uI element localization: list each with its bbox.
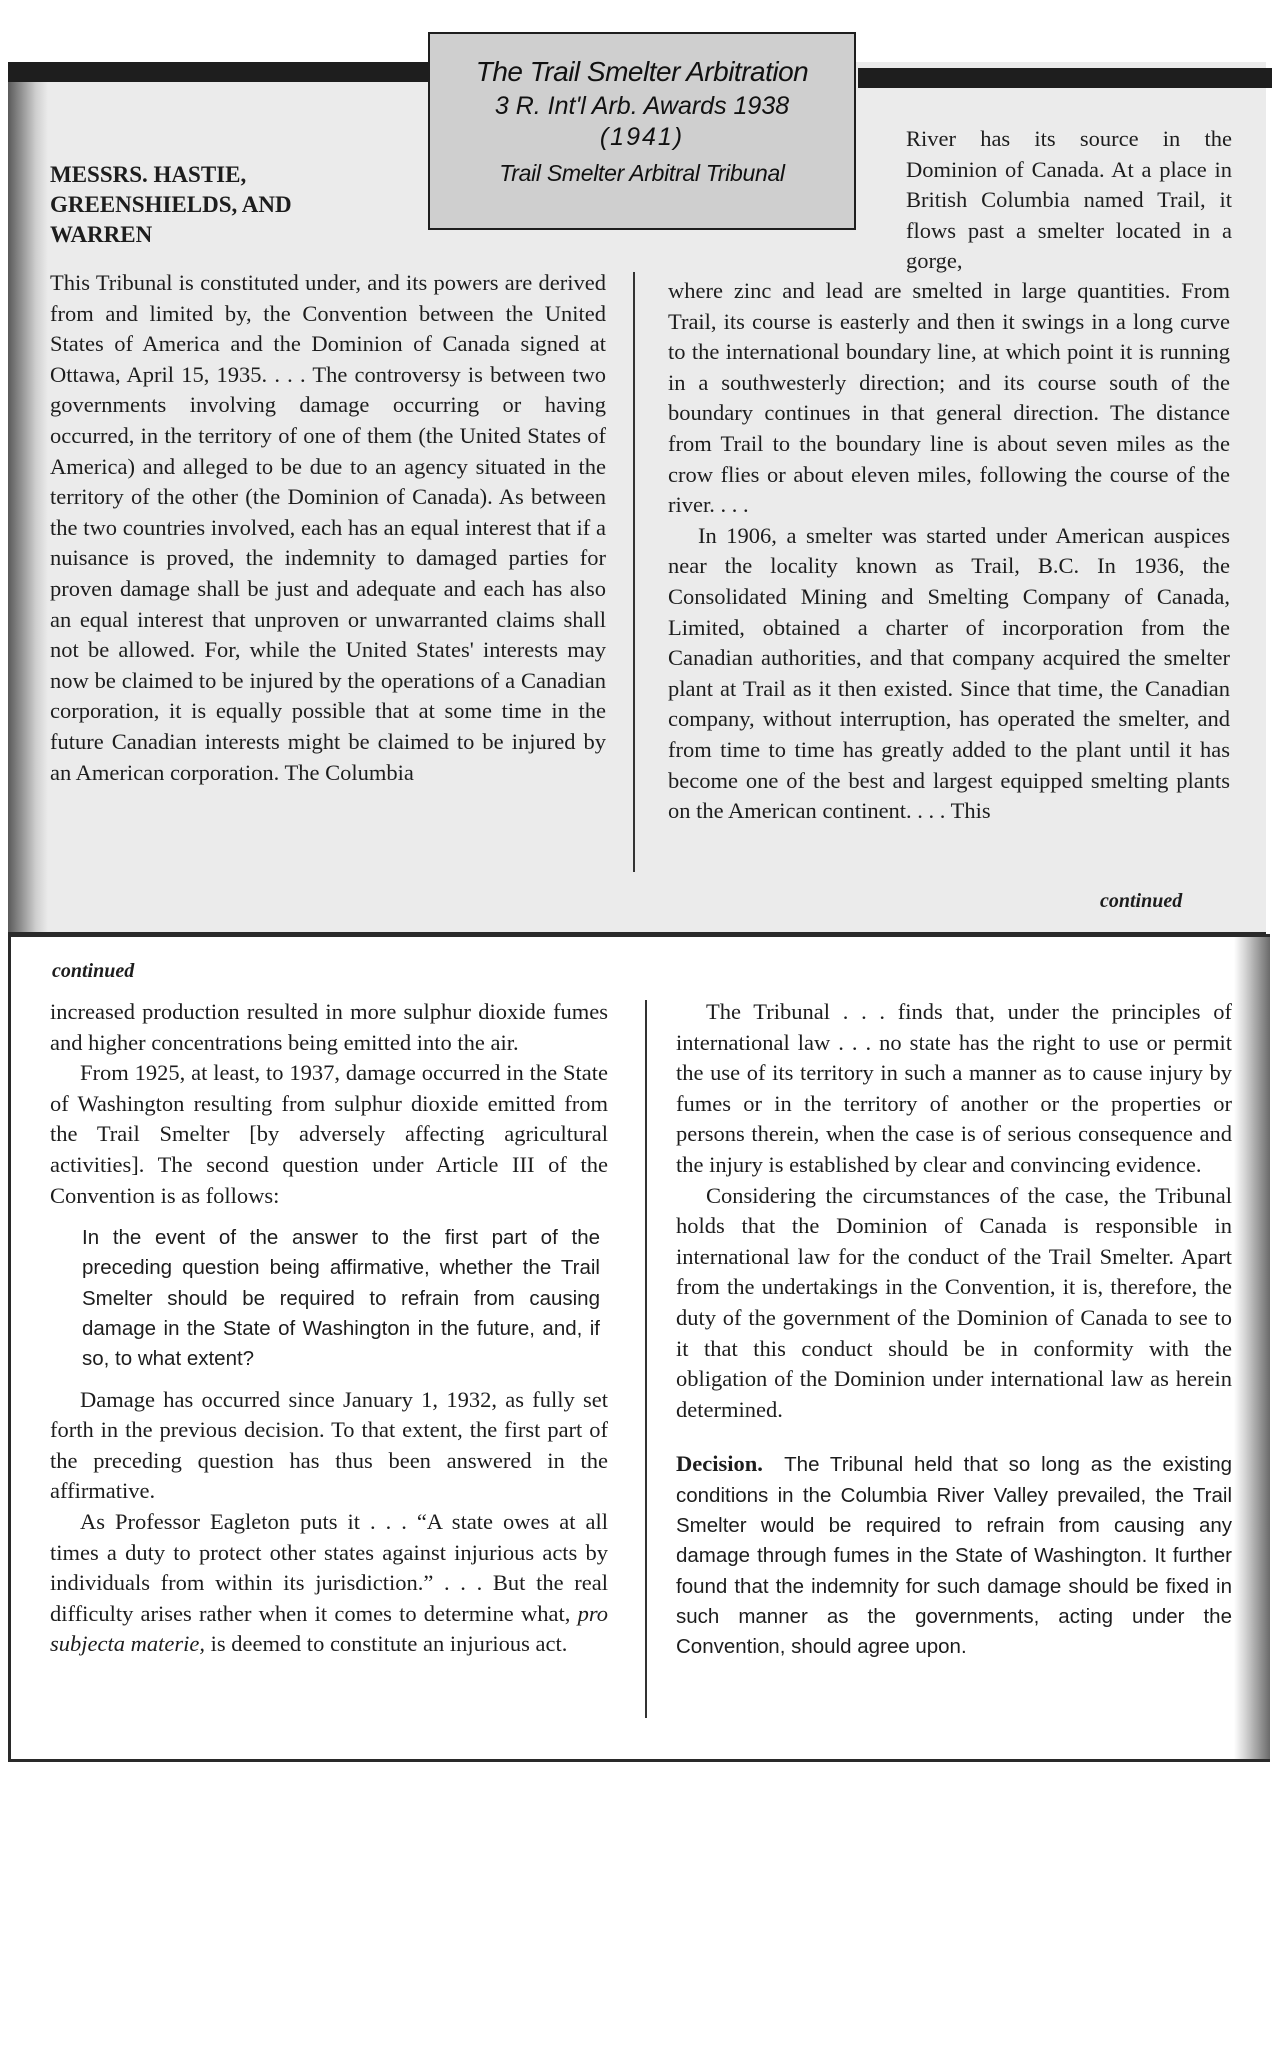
top-rule-right xyxy=(858,68,1272,88)
spacer xyxy=(676,1425,1232,1449)
top-rule-left xyxy=(8,62,433,82)
paragraph: where zinc and lead are smelted in large quantities. From Trail, its course is easterly and then it swings in a long curve to the international boundary line, at which point it is running in a southwesterly direction; and its course south of the boundary continues in that general direction. The distance from Trail to the boundary line is about seven miles as the crow flies or about eleven miles, following the course of the river. . . . xyxy=(668,278,1230,518)
column-2-head xyxy=(906,124,1232,277)
paragraph: Damage has occurred since January 1, 1932, as fully set forth in the previous decision. To that extent, the first part of the preceding question has thus been answered in the affirmative. xyxy=(50,1386,608,1504)
page-gutter-shadow xyxy=(1234,937,1270,1759)
paragraph: From 1925, at least, to 1937, damage occurred in the State of Washington resulting from sulphur dioxide emitted from the Trail Smelter [by adversely affecting agricultural activities]. The second question under Article III of the Convention is as follows: xyxy=(50,1060,608,1208)
case-citation: 3 R. Int'l Arb. Awards 1938 xyxy=(494,92,790,120)
paragraph: Considering the circumstances of the case, the Tribunal holds that the Dominion of Canada is responsible in international law for the conduct of the Trail Smelter. Apart from the undertakings in the Convention, it is, therefore, the duty of the government of the Dominion of Canada to see to it that this conduct should be in conformity with the obligation of the Dominion under international law as herein determined. xyxy=(676,1182,1232,1422)
paragraph xyxy=(50,1507,608,1660)
paragraph: increased production resulted in more sulphur dioxide fumes and higher concentrations being emitted into the air. xyxy=(50,999,608,1055)
latin-phrase: pro subjecta materie, xyxy=(50,1600,608,1657)
column-3 xyxy=(50,997,608,1660)
case-year: (1941) xyxy=(599,123,685,151)
decision-paragraph xyxy=(676,1449,1232,1662)
continued-label: continued xyxy=(1100,890,1183,912)
column-divider xyxy=(645,1000,647,1718)
column-2 xyxy=(668,276,1230,827)
paragraph: River has its source in the Dominion of Canada. At a place in British Columbia named Trail, it flows past a smelter located in a gorge, xyxy=(906,126,1232,274)
paragraph: In 1906, a smelter was started under American auspices near the locality known as Trail, B.C. In 1936, the Consolidated Mining and Smelting Company of Canada, Limited, obtained a charter of incorporation from the Canadian authorities, and that company acquired the smelter plant at Trail as it then existed. Since that time, the Canadian company, without interruption, has operated the smelter, and from time to time has greatly added to the plant until it has become one of the best and largest equipped smelting plants on the American continent. . . . This xyxy=(668,522,1230,824)
case-court: Trail Smelter Arbitral Tribunal xyxy=(499,160,785,186)
page-gutter-shadow xyxy=(8,62,48,932)
case-name: The Trail Smelter Arbitration xyxy=(475,56,809,87)
text-run: is deemed to constitute an injurious act. xyxy=(204,1631,568,1657)
decision-text: The Tribunal held that so long as the existing conditions in the Columbia River Valley prevailed, the Trail Smelter would be required to refrain from causing any damage through fumes in the State of Washington. It further found that the indemnity for such damage should be fixed in such manner as the governments, acting under the Convention, should agree upon. xyxy=(676,1453,1232,1659)
decision-label: Decision. xyxy=(676,1451,763,1477)
column-divider xyxy=(633,272,635,872)
case-title-box xyxy=(428,32,856,230)
continued-label: continued xyxy=(52,960,135,982)
paragraph: This Tribunal is constituted under, and its powers are derived from and limited by, the Convention between the United States of America and the Dominion of Canada signed at Ottawa, April 15, 1935. . . . The controversy is between two governments involving damage occurring or having occurred, in the territory of one of them (the United States of America) and alleged to be due to an agency situated in the territory of the other (the Dominion of Canada). As between the two countries involved, each has an equal interest that if a nuisance is proved, the indemnity to damaged parties for proven damage shall be just and adequate and each has also an equal interest that unproven or unwarranted claims shall not be allowed. For, while the United States' interests may now be claimed to be injured by the operations of a Canadian corporation, it is equally possible that at some time in the future Canadian interests might be claimed to be injured by an American corporation. The Columbia xyxy=(50,270,606,785)
counsel-heading: MESSRS. HASTIE, GREENSHIELDS, AND WARREN xyxy=(50,162,292,247)
text-run: As Professor Eagleton puts it . . . “A state owes at all times a duty to protect other states against injurious acts by individuals from within its jurisdiction.” . . . But the real difficulty arises rather when it comes to determine what, xyxy=(50,1509,608,1626)
column-4 xyxy=(676,997,1232,1662)
convention-question-quote: In the event of the answer to the first part of the preceding question being affirmative, whether the Trail Smelter should be required to refrain from causing damage in the State of Washington in the future, and, if so, to what extent? xyxy=(82,1226,600,1371)
paragraph: The Tribunal . . . finds that, under the principles of international law . . . no state has the right to use or permit the use of its territory in such a manner as to cause injury by fumes or in the territory of another or the properties or persons therein, when the case is of serious consequence and the injury is established by clear and convincing evidence. xyxy=(676,999,1232,1177)
column-1 xyxy=(50,268,606,788)
